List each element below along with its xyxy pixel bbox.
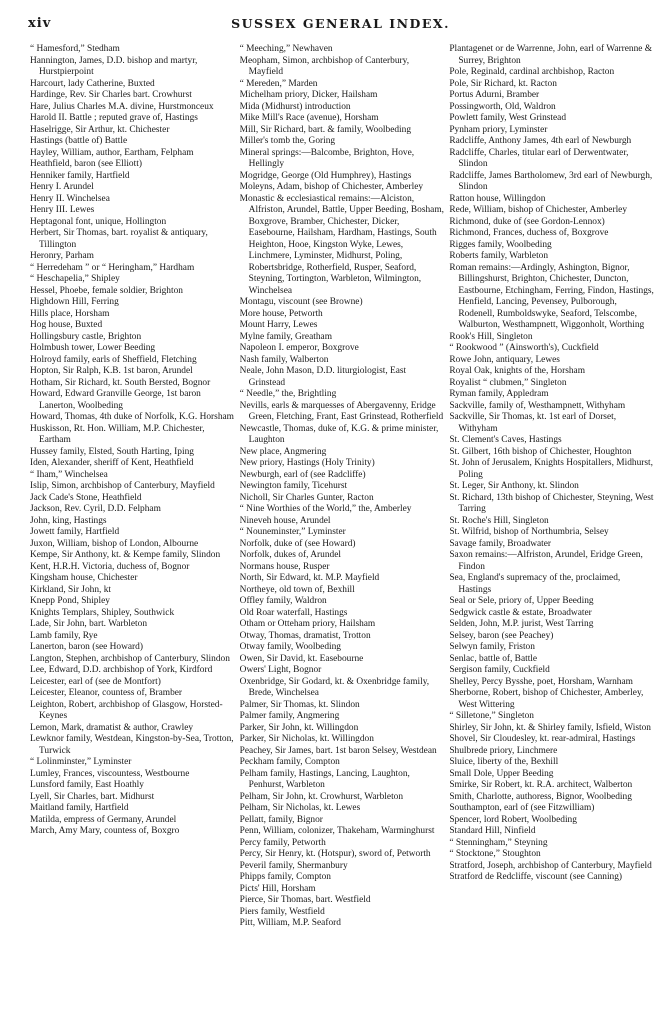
index-entry: Percy, Sir Henry, kt. (Hotspur), sword of, Petworth: [239, 849, 431, 859]
index-entry: Hare, Julius Charles M.A. divine, Hurstmonceux: [30, 101, 214, 112]
index-entry: Nineveh house, Arundel: [239, 515, 331, 526]
index-entry: Pole, Reginald, cardinal archbishop, Racton: [449, 67, 615, 77]
index-entry: St. Gilbert, 16th bishop of Chichester, Houghton: [449, 446, 632, 457]
index-entry: Roberts family, Warbleton: [449, 251, 549, 261]
index-entry: Lade, Sir John, bart. Warbleton: [30, 619, 148, 629]
index-entry: Possingworth, Old, Waldron: [449, 101, 556, 112]
index-entry: Knights Templars, Shipley, Southwick: [30, 607, 175, 618]
index-entry: Parker, Sir John, kt. Willingdon: [239, 722, 359, 733]
index-entry: “ Stenningham,” Steyning: [449, 837, 548, 848]
index-entry: Leicester, earl of (see de Montfort): [30, 676, 161, 687]
index-entry: Sherborne, Robert, bishop of Chichester, Amberley, West Wittering: [449, 688, 644, 710]
index-entry: Portus Adurni, Bramber: [449, 90, 540, 100]
index-entry: “ Hamesford,” Stedham: [30, 44, 120, 54]
index-entry: Kingsham house, Chichester: [30, 573, 138, 583]
index-entry: Picts' Hill, Horsham: [239, 883, 316, 894]
index-entry: Radcliffe, James Bartholomew, 3rd earl of Newburgh, Slindon: [449, 170, 653, 192]
index-entry: Pitt, William, M.P. Seaford: [239, 918, 341, 928]
index-entry: Jack Cade's Stone, Heathfield: [30, 492, 142, 503]
index-entry: Powlett family, West Grinstead: [449, 113, 567, 123]
index-entry: Moleyns, Adam, bishop of Chichester, Amberley: [239, 182, 424, 192]
index-entry: Monastic & ecclesiastical remains:—Alciston, Alfriston, Arundel, Battle, Upper Beeding, Bosham, Boxgrove, Bramber, Chichester, Dicker, Easebourne, Hailsham, Hardham, Hastings, South Heighton, Hooe, Kingston Wyke, Lewes, Linchmere, Lyminster, Midhurst, Poling, Robertsbridge, Rotherfield, Rusper, Seaford, Steyning, Tortington, Warbleton, Wilmington, Winchelsea: [239, 193, 444, 296]
index-entry: North, Sir Edward, kt. M.P. Mayfield: [239, 573, 380, 583]
index-entry: Huskisson, Rt. Hon. William, M.P. Chichester, Eartham: [30, 423, 205, 445]
index-entry: Shulbrede priory, Linchmere: [449, 745, 558, 756]
index-entry: Ratton house, Willingdon: [449, 193, 546, 204]
index-entry: More house, Petworth: [239, 308, 323, 319]
index-entry: Lyell, Sir Charles, bart. Midhurst: [30, 791, 155, 802]
index-entry: Lee, Edward, D.D. archbishop of York, Kirdford: [30, 665, 213, 675]
index-entry: Lemon, Mark, dramatist & author, Crawley: [30, 722, 194, 733]
index-entry: “ Mereden,” Marden: [239, 78, 318, 89]
index-entry: Royalist “ clubmen,” Singleton: [449, 377, 567, 388]
index-entry: Plantagenet or de Warrenne, John, earl of Warrenne & Surrey, Brighton: [449, 44, 653, 66]
index-entry: Pynham priory, Lyminster: [449, 124, 548, 135]
page-header: [28, 16, 653, 34]
index-entry: Mineral springs:—Balcombe, Brighton, Hove, Hellingly: [239, 147, 415, 169]
index-entry: Harold II. Battle ; reputed grave of, Hastings: [30, 113, 198, 123]
index-entry: Neale, John Mason, D.D. liturgiologist, East Grinstead: [239, 366, 407, 388]
index-entry: Oxenbridge, Sir Godard, kt. & Oxenbridge family, Brede, Winchelsea: [239, 676, 430, 698]
index-entry: Rede, William, bishop of Chichester, Amberley: [449, 205, 628, 215]
index-entry: Seal or Sele, priory of, Upper Beeding: [449, 596, 594, 606]
index-entry: Otway, Thomas, dramatist, Trotton: [239, 630, 371, 641]
index-entry: Rook's Hill, Singleton: [449, 331, 533, 342]
index-entry: Islip, Simon, archbishop of Canterbury, Mayfield: [30, 481, 215, 491]
index-entry: New place, Angmering: [239, 446, 327, 457]
index-entry: “ Nine Worthies of the World,” the, Amberley: [239, 504, 412, 514]
index-entry: Peachey, Sir James, bart. 1st baron Selsey, Westdean: [239, 745, 437, 756]
index-entry: Michelham priory, Dicker, Hailsham: [239, 90, 378, 100]
index-entry: Palmer family, Angmering: [239, 711, 340, 721]
index-entry: “ Heschapelia,” Shipley: [30, 274, 120, 284]
index-entry: Penn, William, colonizer, Thakeham, Warminghurst: [239, 826, 435, 836]
index-entry: Pelham, Sir Nicholas, kt. Lewes: [239, 803, 361, 813]
index-entry: St. Roche's Hill, Singleton: [449, 515, 549, 526]
index-entry: “ Silletone,” Singleton: [449, 711, 534, 721]
index-entry: Otway family, Woolbeding: [239, 642, 341, 652]
page-number: xiv: [28, 16, 52, 31]
index-entry: Herbert, Sir Thomas, bart. royalist & antiquary, Tillington: [30, 228, 208, 250]
index-entry: “ Rookwood ” (Ainsworth's), Cuckfield: [449, 343, 599, 353]
index-entry: Holroyd family, earls of Sheffield, Fletching: [30, 354, 197, 365]
index-entry: Old Roar waterfall, Hastings: [239, 607, 348, 618]
index-entry: Mount Harry, Lewes: [239, 320, 318, 330]
index-entry: Richmond, Frances, duchess of, Boxgrove: [449, 228, 609, 238]
index-entry: Holmbush tower, Lower Beeding: [30, 343, 156, 353]
index-entry: “ Iham,” Winchelsea: [30, 469, 108, 480]
index-entry: Hotham, Sir Richard, kt. South Bersted, Bognor: [30, 377, 211, 388]
index-entry: Smirke, Sir Robert, kt. R.A. architect, Walberton: [449, 780, 633, 790]
index-entry: Pelham, Sir John, kt. Crowhurst, Warbleton: [239, 791, 404, 802]
index-entry: Peveril family, Shermanbury: [239, 860, 348, 871]
index-entry: Standard Hill, Ninfield: [449, 826, 536, 836]
index-entry: Selsey, baron (see Peachey): [449, 630, 554, 641]
index-entry: Owers' Light, Bognor: [239, 665, 322, 675]
index-entry: Matilda, empress of Germany, Arundel: [30, 814, 177, 825]
index-entry: Mogridge, George (Old Humphrey), Hastings: [239, 170, 412, 181]
index-entry: “ Needle,” the, Brightling: [239, 389, 337, 399]
index-entry: Pierce, Sir Thomas, bart. Westfield: [239, 895, 371, 905]
index-entry: Harcourt, lady Catherine, Buxted: [30, 78, 155, 89]
index-entry: Heptagonal font, unique, Hollington: [30, 216, 167, 227]
index-entry: Shirley, Sir John, kt. & Shirley family, Isfield, Wiston: [449, 722, 651, 733]
index-entry: March, Amy Mary, countess of, Boxgro: [30, 826, 180, 836]
index-entry: St. Wilfrid, bishop of Northumbria, Selsey: [449, 527, 609, 537]
index-entry: Radcliffe, Anthony James, 4th earl of Newburgh: [449, 136, 632, 146]
index-columns: [30, 44, 654, 1014]
index-entry: Rowe John, antiquary, Lewes: [449, 354, 560, 365]
index-entry: “ Herredeham ” or “ Heringham,” Hardham: [30, 262, 195, 273]
index-entry: Palmer, Sir Thomas, kt. Slindon: [239, 699, 360, 710]
index-entry: Norfolk, duke of (see Howard): [239, 538, 356, 549]
index-entry: Meopham, Simon, archbishop of Canterbury, Mayfield: [239, 55, 410, 77]
index-entry: Rigges family, Woolbeding: [449, 239, 552, 250]
index-entry: Jowett family, Hartfield: [30, 527, 120, 537]
index-entry: Mida (Midhurst) introduction: [239, 101, 351, 112]
index-entry: Sackville, Sir Thomas, kt. 1st earl of Dorset, Withyham: [449, 412, 617, 434]
index-entry: Langton, Stephen, archbishop of Canterbury, Slindon: [30, 653, 230, 664]
index-entry: Nicholl, Sir Charles Gunter, Racton: [239, 492, 374, 503]
index-entry: “ Meeching,” Newhaven: [239, 44, 333, 54]
index-entry: Highdown Hill, Ferring: [30, 297, 119, 307]
index-entry: Lumley, Frances, viscountess, Westbourne: [30, 768, 190, 779]
index-entry: Selden, John, M.P. jurist, West Tarring: [449, 619, 594, 629]
index-entry: Nevills, earls & marquesses of Abergavenny, Eridge Green, Fletching, Frant, East Grinstead, Rotherfield: [239, 400, 444, 422]
index-entry: Kirkland, Sir John, kt: [30, 584, 111, 595]
index-entry: Pellatt, family, Bignor: [239, 814, 323, 825]
index-entry: Miller's tomb the, Goring: [239, 136, 336, 146]
index-entry: Sluice, liberty of the, Bexhill: [449, 757, 559, 767]
index-entry: Percy family, Petworth: [239, 837, 326, 848]
index-entry: “ Nouneminster,” Lyminster: [239, 527, 346, 537]
index-entry: Sergison family, Cuckfield: [449, 665, 550, 675]
index-entry: Selwyn family, Friston: [449, 642, 535, 652]
index-entry: Lunsford family, East Hoathly: [30, 780, 144, 790]
index-entry: Mill, Sir Richard, bart. & family, Woolbeding: [239, 124, 412, 135]
page-title: SUSSEX GENERAL INDEX.: [231, 16, 450, 31]
index-entry: Hussey family, Elsted, South Harting, Iping: [30, 446, 194, 457]
index-entry: Shelley, Percy Bysshe, poet, Horsham, Warnham: [449, 676, 633, 687]
index-entry: Juxon, William, bishop of London, Albourne: [30, 538, 199, 549]
index-entry: Ryman family, Appledram: [449, 389, 549, 399]
index-entry: “ Lolinminster,” Lyminster: [30, 757, 132, 767]
index-entry: Savage family, Broadwater: [449, 538, 552, 549]
index-entry: Northeye, old town of, Bexhill: [239, 584, 355, 595]
index-entry: Leighton, Robert, archbishop of Glasgow, Horsted-Keynes: [30, 699, 223, 721]
index-entry: Kent, H.R.H. Victoria, duchess of, Bognor: [30, 561, 190, 572]
index-entry: Hollingsbury castle, Brighton: [30, 331, 142, 342]
index-column-2: [240, 44, 445, 1014]
index-entry: St. John of Jerusalem, Knights Hospitallers, Midhurst, Poling: [449, 458, 653, 480]
index-entry: Piers family, Westfield: [239, 906, 325, 917]
index-entry: Knepp Pond, Shipley: [30, 596, 110, 606]
index-entry: Heronry, Parham: [30, 251, 94, 261]
index-entry: Sackville, family of, Westhampnett, Withyham: [449, 400, 626, 411]
index-entry: Hannington, James, D.D. bishop and martyr, Hurstpierpoint: [30, 55, 198, 77]
index-entry: Norfolk, dukes of, Arundel: [239, 550, 341, 560]
index-entry: John, king, Hastings: [30, 515, 107, 526]
index-entry: St. Leger, Sir Anthony, kt. Slindon: [449, 481, 579, 491]
index-entry: Hayley, William, author, Eartham, Felpham: [30, 147, 194, 158]
index-entry: Phipps family, Compton: [239, 872, 331, 882]
index-entry: Hessel, Phoebe, female soldier, Brighton: [30, 285, 183, 296]
index-entry: Newington family, Ticehurst: [239, 481, 348, 491]
index-entry: Stratford, Joseph, archbishop of Canterbury, Mayfield: [449, 860, 652, 871]
index-entry: Normans house, Rusper: [239, 561, 330, 572]
index-entry: Haselrigge, Sir Arthur, kt. Chichester: [30, 124, 170, 135]
index-entry: Lamb family, Rye: [30, 630, 98, 641]
index-entry: Napoleon I. emperor, Boxgrove: [239, 343, 359, 353]
index-entry: Newcastle, Thomas, duke of, K.G. & prime minister, Laughton: [239, 423, 439, 445]
index-entry: Senlac, battle of, Battle: [449, 653, 538, 664]
index-entry: Stratford de Redcliffe, viscount (see Canning): [449, 872, 623, 882]
index-entry: Saxon remains:—Alfriston, Arundel, Eridge Green, Findon: [449, 550, 643, 572]
index-entry: Lanerton, baron (see Howard): [30, 642, 143, 652]
index-entry: St. Clement's Caves, Hastings: [449, 435, 562, 445]
index-entry: Otham or Otteham priory, Hailsham: [239, 619, 376, 629]
index-column-3: [449, 44, 654, 1014]
index-entry: Pelham family, Hastings, Lancing, Laughton, Penhurst, Warbleton: [239, 768, 410, 790]
index-entry: Sea, England's supremacy of the, proclaimed, Hastings: [449, 573, 621, 595]
index-entry: Henry I. Arundel: [30, 182, 94, 192]
index-entry: Hopton, Sir Ralph, K.B. 1st baron, Arundel: [30, 366, 193, 376]
index-entry: Kempe, Sir Anthony, kt. & Kempe family, Slindon: [30, 550, 221, 560]
index-entry: Royal Oak, knights of the, Horsham: [449, 366, 586, 376]
index-entry: Shovel, Sir Cloudesley, kt. rear-admiral, Hastings: [449, 734, 636, 744]
index-entry: Hog house, Buxted: [30, 320, 103, 330]
index-entry: Peckham family, Compton: [239, 757, 340, 767]
index-entry: St. Richard, 13th bishop of Chichester, Steyning, West Tarring: [449, 492, 654, 514]
index-entry: Jackson, Rev. Cyril, D.D. Felpham: [30, 504, 161, 514]
index-entry: Henniker family, Hartfield: [30, 170, 130, 181]
index-entry: Hastings (battle of) Battle: [30, 136, 128, 146]
index-entry: New priory, Hastings (Holy Trinity): [239, 458, 375, 468]
index-entry: Lewknor family, Westdean, Kingston-by-Sea, Trotton, Turwick: [30, 734, 234, 756]
index-entry: Richmond, duke of (see Gordon-Lennox): [449, 216, 605, 227]
index-entry: Small Dole, Upper Beeding: [449, 768, 554, 779]
index-entry: Roman remains:—Ardingly, Ashington, Bignor, Billingshurst, Brighton, Chichester, Duncton, Eastbourne, Etchingham, Ferring, Findon, Hastings, Henfield, Lancing, Pevensey, Pulborough, Rodenell, Rumboldswyke, Seaford, Telscombe, Walburton, Westhampnett, Wiggonholt, Worthing: [449, 262, 654, 330]
index-entry: Sedgwick castle & estate, Broadwater: [449, 607, 592, 618]
index-entry: Hardinge, Rev. Sir Charles bart. Crowhurst: [30, 90, 192, 100]
index-entry: Howard, Edward Granville George, 1st baron Lanerton, Woolbeding: [30, 389, 201, 411]
index-entry: Owen, Sir David, kt. Easebourne: [239, 653, 364, 664]
index-entry: Leicester, Eleanor, countess of, Bramber: [30, 688, 183, 698]
index-entry: Southampton, earl of (see Fitzwilliam): [449, 803, 595, 813]
index-entry: Maitland family, Hartfield: [30, 803, 129, 813]
index-entry: Nash family, Walberton: [239, 354, 329, 365]
index-entry: Pole, Sir Richard, kt. Racton: [449, 78, 557, 89]
index-entry: Heathfield, baron (see Elliott): [30, 159, 142, 169]
index-entry: Spencer, lord Robert, Woolbeding: [449, 814, 577, 825]
index-column-1: [30, 44, 235, 1014]
index-entry: Henry III. Lewes: [30, 205, 95, 215]
index-entry: Mike Mill's Race (avenue), Horsham: [239, 113, 379, 123]
index-entry: Hills place, Horsham: [30, 308, 110, 319]
index-entry: Iden, Alexander, sheriff of Kent, Heathfield: [30, 458, 194, 468]
index-entry: Radcliffe, Charles, titular earl of Derwentwater, Slindon: [449, 147, 629, 169]
index-entry: Parker, Sir Nicholas, kt. Willingdon: [239, 734, 374, 744]
index-entry: Montagu, viscount (see Browne): [239, 297, 363, 307]
index-entry: Newburgh, earl of (see Radcliffe): [239, 469, 366, 480]
index-entry: Henry II. Winchelsea: [30, 193, 110, 204]
index-entry: Offley family, Waldron: [239, 596, 327, 606]
index-entry: Mylne family, Greatham: [239, 331, 333, 342]
index-entry: Howard, Thomas, 4th duke of Norfolk, K.G. Horsham: [30, 412, 234, 422]
index-entry: Smith, Charlotte, authoress, Bignor, Woolbeding: [449, 791, 632, 802]
index-entry: “ Stocktone,” Stoughton: [449, 849, 541, 859]
